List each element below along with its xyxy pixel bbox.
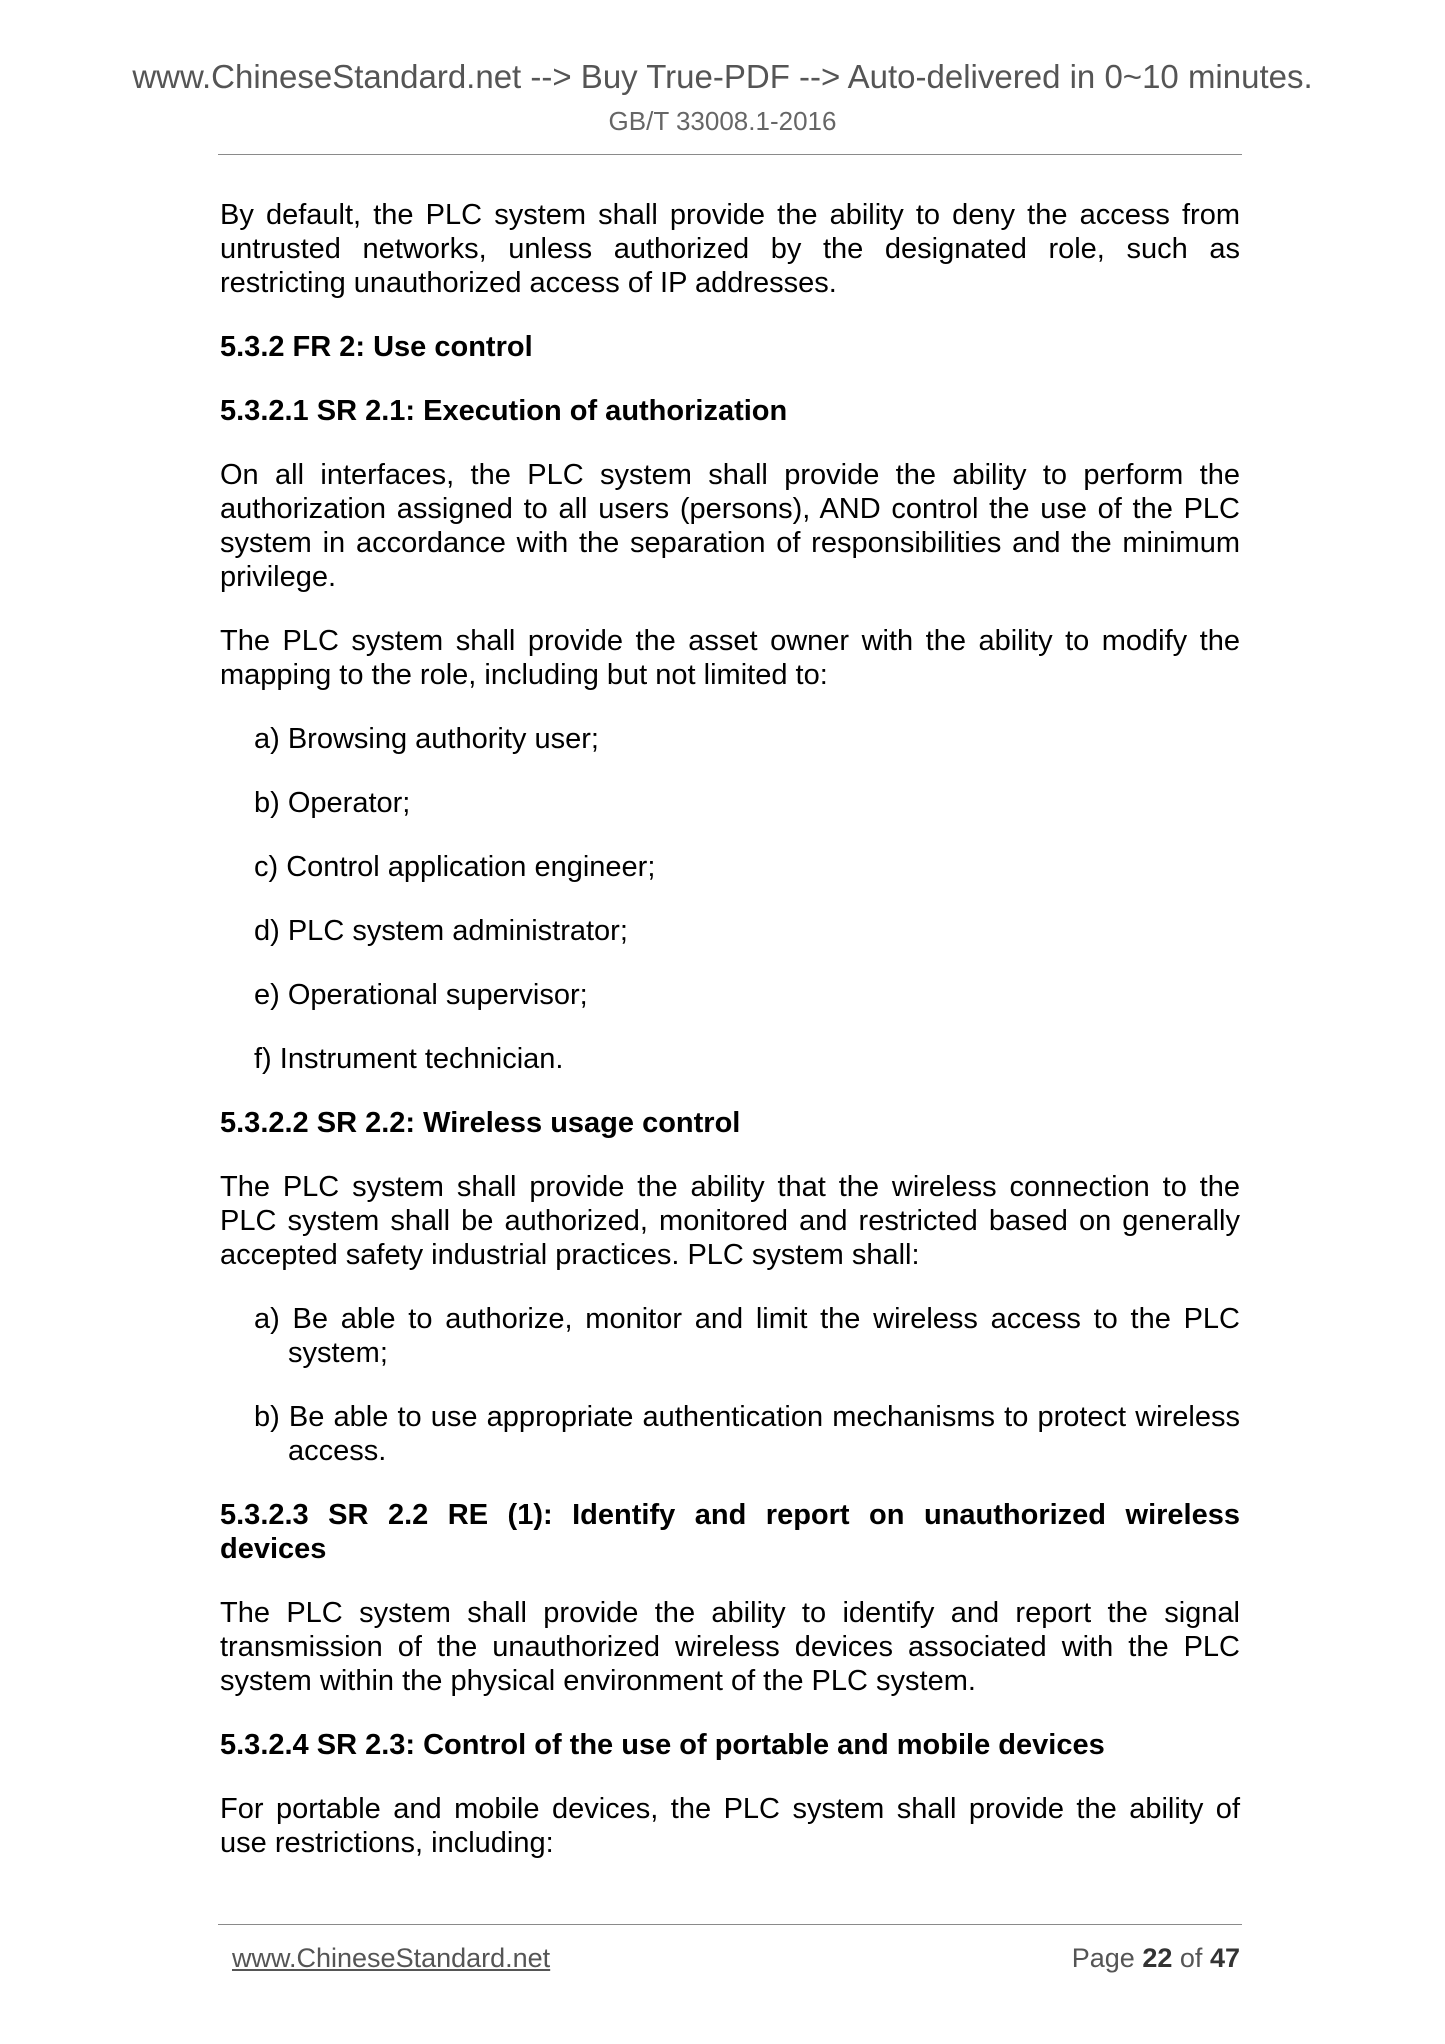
page-total: 47: [1209, 1943, 1240, 1973]
paragraph-default-deny: By default, the PLC system shall provide the ability to deny the access from untrusted networks, unless authorized by the designated role, such as restricting unauthorized access of IP addresses.: [220, 199, 1240, 299]
heading-5-3-2: 5.3.2 FR 2: Use control: [220, 331, 533, 363]
list-item: b) Be able to use appropriate authentication mechanisms to protect wireless access.: [254, 1401, 1240, 1467]
footer-site-link[interactable]: www.ChineseStandard.net: [232, 1943, 551, 1973]
paragraph-identify-report: The PLC system shall provide the ability to identify and report the signal transmission of the unauthorized wireless devices associated with the PLC system within the physical environment of the PLC system.: [220, 1597, 1240, 1697]
heading-5-3-2-2: 5.3.2.2 SR 2.2: Wireless usage control: [220, 1107, 741, 1139]
list-item: e) Operational supervisor;: [254, 979, 588, 1011]
list-item: a) Be able to authorize, monitor and limit the wireless access to the PLC system;: [254, 1303, 1240, 1369]
list-item: a) Browsing authority user;: [254, 723, 599, 755]
document-body: [220, 198, 1240, 1890]
header-banner: www.ChineseStandard.net --> Buy True-PDF --> Auto-delivered in 0~10 minutes.: [132, 58, 1313, 95]
list-item: c) Control application engineer;: [254, 851, 656, 883]
list-item: b) Operator;: [254, 787, 411, 819]
list-item: d) PLC system administrator;: [254, 915, 628, 947]
heading-5-3-2-4: 5.3.2.4 SR 2.3: Control of the use of portable and mobile devices: [220, 1729, 1105, 1761]
page-current: 22: [1142, 1943, 1173, 1973]
paragraph-role-mapping: The PLC system shall provide the asset owner with the ability to modify the mapping to the role, including but not limited to:: [220, 625, 1240, 691]
paragraph-wireless: The PLC system shall provide the ability that the wireless connection to the PLC system shall be authorized, monitored and restricted based on generally accepted safety industrial practices. PLC system shall:: [220, 1171, 1240, 1271]
heading-5-3-2-3: 5.3.2.3 SR 2.2 RE (1): Identify and report on unauthorized wireless devices: [220, 1499, 1240, 1565]
heading-5-3-2-1: 5.3.2.1 SR 2.1: Execution of authorization: [220, 395, 788, 427]
paragraph-authorization: On all interfaces, the PLC system shall provide the ability to perform the authorization assigned to all users (persons), AND control the use of the PLC system in accordance with the separation of responsibilities and the minimum privilege.: [220, 459, 1240, 593]
header-divider: [218, 154, 1242, 155]
page-of: of: [1179, 1943, 1203, 1973]
footer-divider: [218, 1924, 1242, 1925]
paragraph-portable-devices: For portable and mobile devices, the PLC system shall provide the ability of use restrictions, including:: [220, 1793, 1240, 1859]
list-item: f) Instrument technician.: [254, 1043, 564, 1075]
page-indicator: [1072, 1943, 1240, 1974]
standard-number: GB/T 33008.1-2016: [608, 106, 837, 136]
page-label: Page: [1071, 1943, 1135, 1973]
